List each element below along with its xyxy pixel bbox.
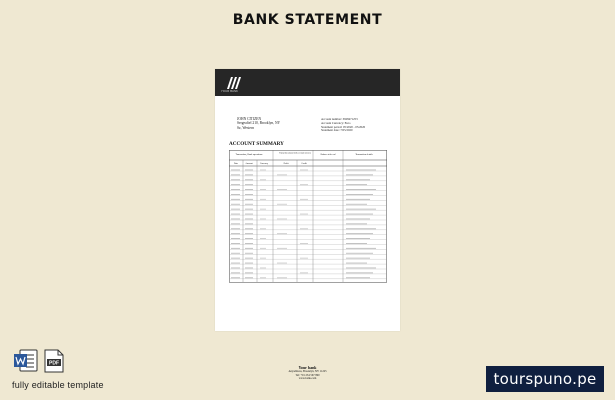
table-grid-line (231, 258, 240, 259)
table-grid-line (346, 199, 370, 200)
table-grid-line (346, 248, 376, 249)
customer-name: JOHN CITIZEN (237, 117, 262, 121)
table-grid-line (346, 272, 373, 273)
table-grid-line (245, 219, 253, 220)
table-grid-line (231, 170, 240, 171)
table-grid-line (231, 194, 240, 195)
table-grid-line (245, 214, 253, 215)
table-grid-line (260, 179, 266, 180)
table-grid-line (277, 263, 287, 264)
table-grid-line (245, 268, 253, 269)
table-header-group: Balance at the end (320, 154, 336, 156)
account-info-row: Account Currency: Euro (321, 120, 351, 125)
table-grid-line (231, 209, 240, 210)
table-sub-header: Debit (283, 163, 289, 165)
table-grid-line (231, 263, 240, 264)
bank-website: www.bank.com (298, 377, 317, 381)
table-grid-line (231, 272, 240, 273)
table-grid-line (245, 179, 253, 180)
table-grid-line (346, 170, 376, 171)
table-grid-line (346, 263, 367, 264)
bank-name: Your bank (298, 365, 317, 370)
table-grid-line (245, 170, 253, 171)
table-grid-line (277, 204, 287, 205)
table-sub-header: Date (233, 163, 239, 165)
table-grid-line (231, 228, 240, 229)
table-grid-line (245, 194, 253, 195)
page-title: BANK STATEMENT (232, 12, 383, 28)
bank-address: Anyaddress, Brooklyn, NY 11225 (288, 370, 327, 373)
table-grid-line (346, 228, 376, 229)
table-header-group: Transaction amount in the account currency (279, 152, 311, 155)
table-grid-line (346, 194, 373, 195)
table-grid-line (245, 184, 253, 185)
customer-address-line-2: Sz, Western (237, 125, 255, 130)
table-grid-line (260, 248, 266, 249)
customer-address-line-1: Sergeafiel 210, Brooklyn, NY (237, 121, 281, 126)
table-grid-line (346, 253, 373, 254)
table-grid-line (245, 233, 253, 234)
table-grid-line (231, 253, 240, 254)
table-grid-line (231, 277, 240, 278)
table-grid-line (245, 209, 253, 210)
table-grid-line (260, 199, 266, 200)
table-grid-line (346, 189, 376, 190)
customer-address (237, 117, 280, 130)
table-grid-line (245, 258, 253, 259)
table-grid-line (346, 179, 370, 180)
statement-document-preview (215, 69, 400, 381)
table-grid-line (277, 174, 287, 175)
table-grid-line (245, 248, 253, 249)
table-sub-header: Credit (301, 163, 307, 165)
table-grid-line (231, 238, 240, 239)
table-header-group: Transaction, Bank operations (235, 154, 263, 156)
table-grid-line (260, 170, 266, 171)
table-grid-line (346, 184, 367, 185)
table-grid-line (300, 170, 308, 171)
table-grid-line (231, 223, 240, 224)
table-grid-line (346, 277, 370, 278)
table-grid-line (277, 248, 287, 249)
table-grid-line (231, 243, 240, 244)
table-grid-line (300, 243, 308, 244)
table-grid-line (277, 189, 287, 190)
table-grid-line (346, 219, 370, 220)
table-grid-line (245, 277, 253, 278)
table-grid-line (260, 228, 266, 229)
bank-footer (215, 365, 400, 381)
table-grid-line (231, 248, 240, 249)
word-icon (13, 349, 38, 372)
account-info-row: Statement date: 7/05/2020 (321, 128, 353, 133)
table-grid-line (245, 253, 253, 254)
table-grid-line (300, 228, 308, 229)
table-grid-line (300, 214, 308, 215)
logo-text: YOUR BANK (221, 90, 239, 93)
table-grid-line (277, 233, 287, 234)
table-sub-header: Currency (259, 163, 269, 165)
table-grid-line (346, 214, 373, 215)
table-grid-line (346, 174, 373, 175)
table-grid-line (300, 199, 308, 200)
table-grid-line (245, 228, 253, 229)
file-format-icons (13, 349, 67, 373)
account-info-row: Statement period: 05/2020 - 05/2020 (321, 124, 366, 129)
table-grid-line (245, 223, 253, 224)
editable-template-caption: fully editable template (12, 380, 104, 390)
table-grid-line (260, 268, 266, 269)
table-grid-line (260, 219, 266, 220)
pdf-icon (44, 349, 64, 373)
transactions-table-grid (229, 150, 387, 344)
table-grid-line (300, 272, 308, 273)
table-grid-line (245, 189, 253, 190)
table-grid-line (346, 243, 367, 244)
table-grid-line (260, 238, 266, 239)
table-grid-line (231, 199, 240, 200)
table-grid-line (231, 204, 240, 205)
table-grid-line (260, 258, 266, 259)
table-grid-line (260, 277, 266, 278)
table-grid-line (231, 189, 240, 190)
table-grid-line (231, 214, 240, 215)
table-grid-line (245, 199, 253, 200)
table-grid-line (260, 189, 266, 190)
transactions-table (229, 150, 387, 344)
table-grid-line (346, 223, 367, 224)
table-grid-line (346, 238, 370, 239)
table-grid-line (260, 209, 266, 210)
table-grid-line (346, 268, 376, 269)
table-grid-line (231, 179, 240, 180)
table-grid-line (231, 219, 240, 220)
table-grid-line (300, 258, 308, 259)
table-grid-line (245, 204, 253, 205)
brand-badge[interactable]: tourspuno.pe (486, 366, 604, 392)
pdf-label: PDF (49, 360, 59, 367)
table-sub-header: Amount (245, 163, 253, 165)
bank-phone: Tel: +01 234 567 890 (295, 373, 320, 377)
table-grid-line (231, 268, 240, 269)
table-grid-line (277, 277, 287, 278)
document-header-bar (215, 69, 400, 96)
table-grid-line (245, 263, 253, 264)
table-grid-line (231, 233, 240, 234)
table-grid-line (346, 258, 370, 259)
table-grid-line (231, 184, 240, 185)
table-grid-line (346, 209, 376, 210)
account-info-row: Account number: 3928471253 (321, 117, 358, 121)
table-grid-line (245, 174, 253, 175)
table-grid-line (245, 238, 253, 239)
account-info (321, 118, 365, 133)
table-grid-line (231, 174, 240, 175)
table-header-group: Transaction details (355, 154, 373, 156)
account-summary-title: ACCOUNT SUMMARY (229, 141, 284, 147)
table-grid-line (300, 184, 308, 185)
table-grid-line (245, 272, 253, 273)
table-grid-line (346, 204, 367, 205)
table-grid-line (277, 219, 287, 220)
table-grid-line (245, 243, 253, 244)
table-grid-line (346, 233, 373, 234)
